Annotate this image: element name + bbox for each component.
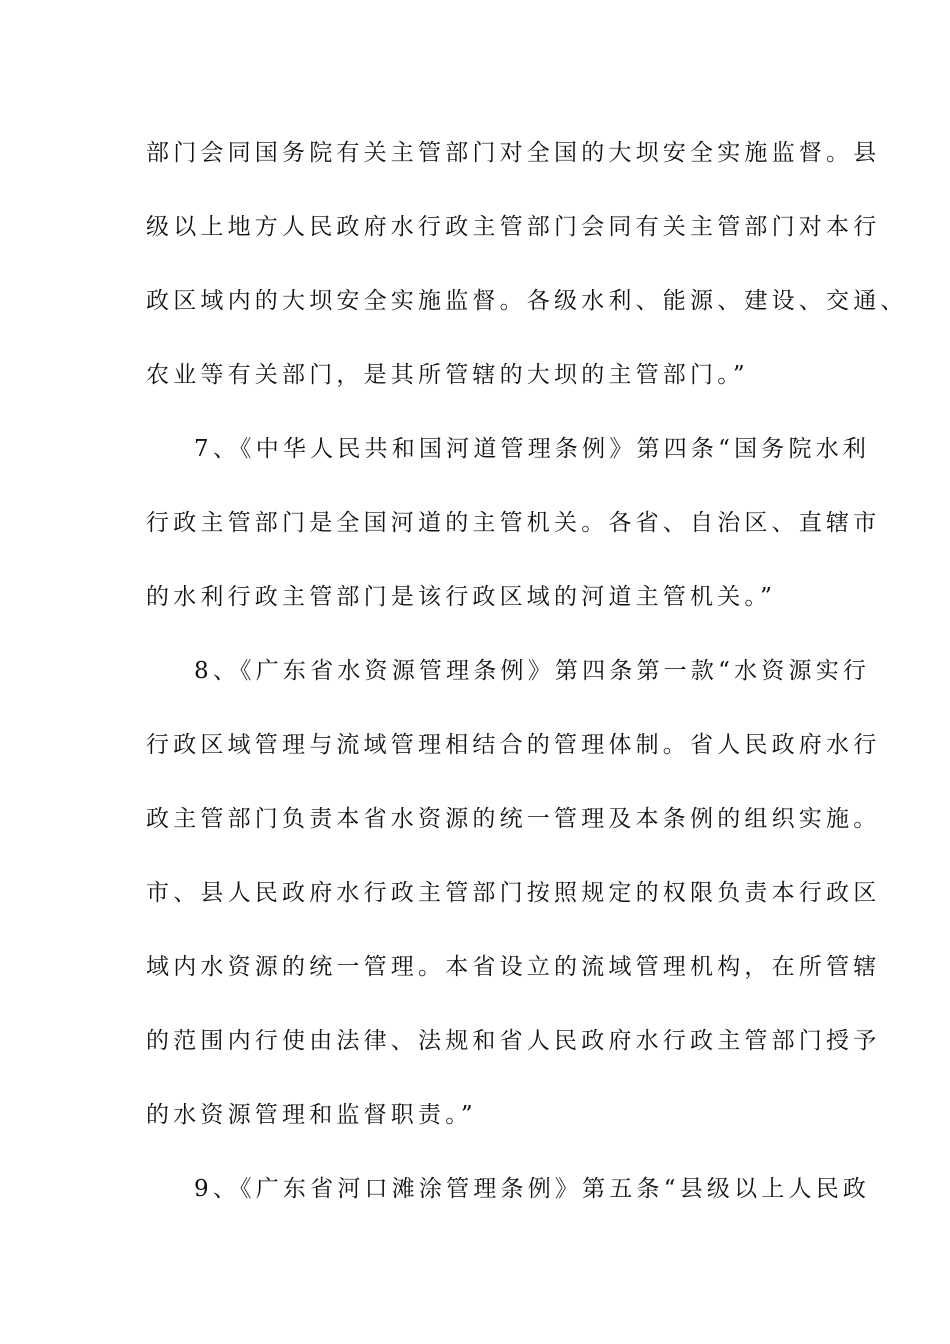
text-line: 的水利行政主管部门是该行政区域的河道主管机关。”	[146, 584, 777, 610]
text-line: 的水资源管理和监督职责。”	[146, 1102, 477, 1128]
paragraph-start-line: 9、《广东省河口滩涂管理条例》第五条“县级以上人民政	[194, 1176, 871, 1202]
text-line: 政主管部门负责本省水资源的统一管理及本条例的组织实施。	[146, 806, 881, 832]
text-line: 域内水资源的统一管理。本省设立的流域管理机构，在所管辖	[146, 954, 881, 980]
text-line: 部门会同国务院有关主管部门对全国的大坝安全实施监督。县	[146, 140, 881, 166]
text-line: 的范围内行使由法律、法规和省人民政府水行政主管部门授予	[146, 1028, 881, 1054]
text-line: 农业等有关部门，是其所管辖的大坝的主管部门。”	[146, 362, 749, 388]
text-line: 市、县人民政府水行政主管部门按照规定的权限负责本行政区	[146, 880, 881, 906]
text-line: 级以上地方人民政府水行政主管部门会同有关主管部门对本行	[146, 214, 881, 240]
text-line: 行政区域管理与流域管理相结合的管理体制。省人民政府水行	[146, 732, 881, 758]
document-body	[146, 133, 908, 1243]
paragraph-start-line: 8、《广东省水资源管理条例》第四条第一款“水资源实行	[194, 658, 871, 684]
paragraph-start-line: 7、《中华人民共和国河道管理条例》第四条“国务院水利	[194, 436, 871, 462]
text-line: 政区域内的大坝安全实施监督。各级水利、能源、建设、交通、	[146, 288, 908, 314]
text-line: 行政主管部门是全国河道的主管机关。各省、自治区、直辖市	[146, 510, 881, 536]
